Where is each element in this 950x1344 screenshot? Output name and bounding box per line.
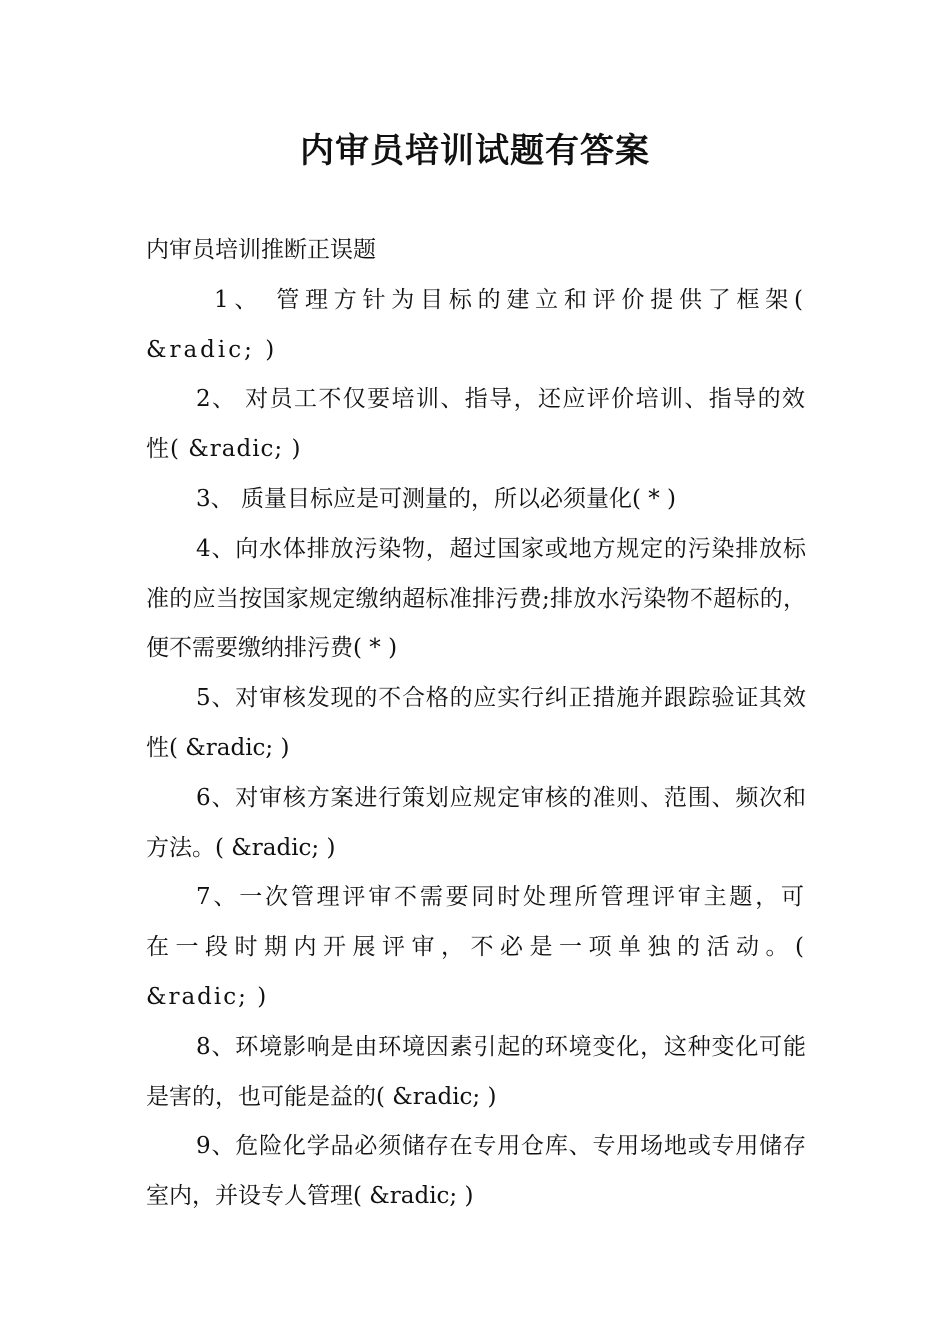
question-item-9: 9、危险化学品必须储存在专用仓库、专用场地或专用储存室内，并设专人管理( &radic; ) bbox=[146, 1133, 806, 1210]
question-item-6: 6、对审核方案进行策划应规定审核的准则、范围、频次和方法。( &radic; ) bbox=[146, 784, 806, 861]
question-item-8: 8、环境影响是由环境因素引起的环境变化，这种变化可能是害的，也可能是益的( &radic; ) bbox=[146, 1033, 806, 1110]
document-title: 内审员培训试题有答案 bbox=[300, 131, 650, 171]
question-item-3: 3、 质量目标应是可测量的，所以必须量化( * ) bbox=[196, 485, 677, 512]
question-item-2: 2、 对员工不仅要培训、指导，还应评价培训、指导的效性( &radic; ) bbox=[146, 386, 806, 463]
question-item-4: 4、向水体排放污染物，超过国家或地方规定的污染排放标准的应当按国家规定缴纳超标准排污费;排放水污染物不超标的，便不需要缴纳排污费( * ) bbox=[146, 535, 806, 662]
section-heading: 内审员培训推断正误题 bbox=[146, 237, 376, 263]
question-item-1: 1、 管理方针为目标的建立和评价提供了框架( &radic; ) bbox=[146, 286, 806, 363]
question-item-5: 5、对审核发现的不合格的应实行纠正措施并跟踪验证其效性( &radic; ) bbox=[146, 685, 806, 761]
question-item-7: 7、一次管理评审不需要同时处理所管理评审主题，可在一段时期内开展评审，不必是一项单独的活动。( &radic; ) bbox=[146, 884, 806, 1010]
document-body bbox=[146, 226, 806, 1222]
